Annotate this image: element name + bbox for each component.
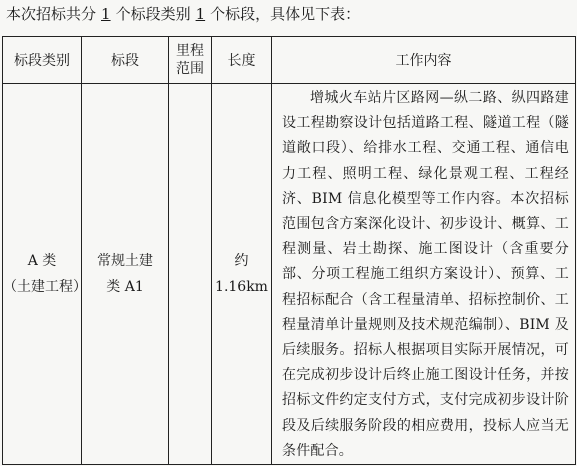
intro-text-3: 个标段，具体见下表： <box>210 5 361 23</box>
section-count: 1 <box>101 5 111 23</box>
intro-text-1: 本次招标共分 <box>6 5 97 23</box>
length-line2: 1.16km <box>215 279 268 296</box>
header-range-line2: 范围 <box>176 61 204 77</box>
intro-sentence <box>6 4 360 24</box>
category-line1: A 类 <box>27 253 57 270</box>
header-length: 长度 <box>212 37 272 84</box>
header-range <box>169 37 212 84</box>
section-line2: 类 A1 <box>106 279 144 296</box>
header-content: 工作内容 <box>272 37 576 84</box>
intro-text-2: 个标段类别 <box>115 5 191 23</box>
cell-range <box>169 84 212 465</box>
header-range-line1: 里程 <box>176 43 204 59</box>
header-category: 标段类别 <box>3 37 82 84</box>
table-header-row <box>3 37 576 84</box>
cell-work-content <box>272 84 576 465</box>
table-row <box>3 84 576 465</box>
header-section: 标段 <box>82 37 169 84</box>
work-content-text: 增城火车站片区路网—纵二路、纵四路建设工程勘察设计包括道路工程、隧道工程（隧道敞口段）、给排水工程、交通工程、通信电力工程、照明工程、绿化景观工程、工程经济、BIM 信息化模型等工作内容。本次招标范围包含方案深化设计、初步设计、概算、工程测量、岩土勘探、施工图设计（含重要分部、分项工程施工组织方案设计）、预算、工程招标配合（含工程量清单、招标控制价、工程量清单计量规则及技术规范编制）、BIM 及后续服务。招标人根据项目实际开展情况，可在完成初步设计后终止施工图设计任务，并按招标文件约定支付方式，支付完成初步设计阶段及后续服务阶段的相应费用，投标人应当无条件配合。 <box>282 90 569 459</box>
cell-section <box>82 84 169 465</box>
cell-length <box>212 84 272 465</box>
cell-category <box>3 84 87 465</box>
category-count: 1 <box>195 5 206 23</box>
bid-section-table <box>2 36 576 465</box>
section-line1: 常规土建 <box>97 253 153 270</box>
category-line2: （土建工程） <box>3 279 87 296</box>
length-line1: 约 <box>234 253 249 270</box>
